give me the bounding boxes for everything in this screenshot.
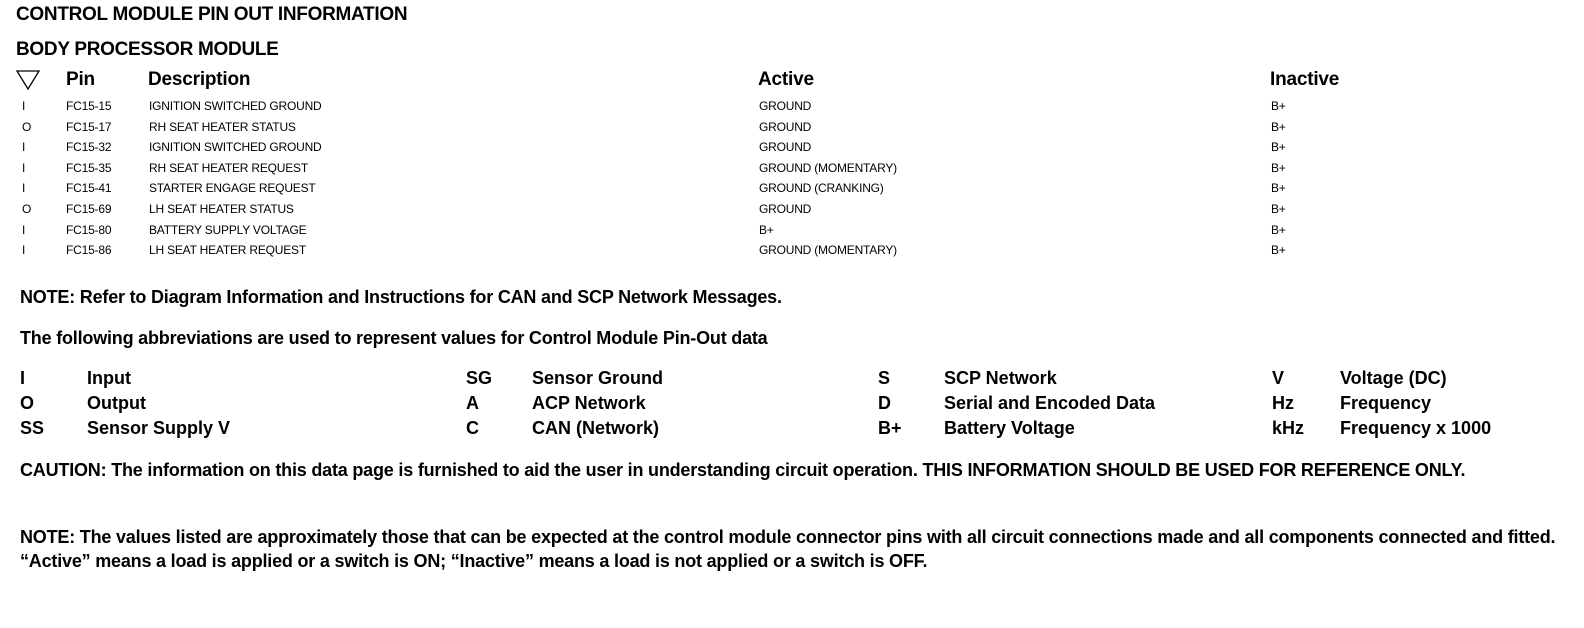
abbreviation-key: kHz: [1272, 418, 1305, 438]
pin-description: LH SEAT HEATER REQUEST: [149, 243, 306, 257]
module-title: BODY PROCESSOR MODULE: [16, 39, 279, 60]
pin-description: IGNITION SWITCHED GROUND: [149, 140, 322, 154]
column-header-active: Active: [758, 69, 814, 90]
inactive-value: B+: [1271, 181, 1286, 195]
abbreviation-value: Serial and Encoded Data: [944, 393, 1156, 413]
pin-description: IGNITION SWITCHED GROUND: [149, 99, 322, 113]
pin-description: LH SEAT HEATER STATUS: [149, 202, 294, 216]
io-type: I: [22, 223, 26, 237]
abbreviation-value: Frequency: [1340, 393, 1432, 413]
abbreviation-key: SS: [20, 418, 45, 438]
pin-id: FC15-41: [66, 181, 112, 195]
pin-id: FC15-32: [66, 140, 112, 154]
active-value: GROUND (MOMENTARY): [759, 161, 897, 175]
inactive-value: B+: [1271, 99, 1286, 113]
inactive-value: B+: [1271, 140, 1286, 154]
abbreviation-value: ACP Network: [532, 393, 646, 413]
table-row: [0, 243, 1584, 263]
abbreviation-value: Output: [87, 393, 146, 413]
abbreviation-row: [0, 418, 1584, 442]
inactive-value: B+: [1271, 161, 1286, 175]
table-row: [0, 120, 1584, 140]
column-header-description: Description: [148, 69, 251, 90]
abbreviation-key: S: [878, 368, 891, 388]
table-row: [0, 161, 1584, 181]
page-title: CONTROL MODULE PIN OUT INFORMATION: [16, 4, 408, 25]
table-row: [0, 99, 1584, 119]
column-header-inactive: Inactive: [1270, 69, 1340, 90]
io-type: I: [22, 243, 26, 257]
abbreviation-value: Voltage (DC): [1340, 368, 1447, 388]
abbreviation-key: D: [878, 393, 891, 413]
abbreviations-intro: The following abbreviations are used to represent values for Control Module Pin-Out data: [20, 328, 768, 348]
active-value: GROUND: [759, 202, 812, 216]
abbreviation-value: Battery Voltage: [944, 418, 1075, 438]
abbreviation-key: C: [466, 418, 479, 438]
column-header-pin: Pin: [66, 69, 95, 90]
abbreviation-key: Hz: [1272, 393, 1294, 413]
table-row: [0, 223, 1584, 243]
abbreviation-key: O: [20, 393, 35, 413]
abbreviation-value: SCP Network: [944, 368, 1057, 388]
pin-id: FC15-35: [66, 161, 112, 175]
abbreviation-row: [0, 368, 1584, 392]
active-value: GROUND: [759, 140, 812, 154]
inactive-value: B+: [1271, 243, 1286, 257]
pin-id: FC15-86: [66, 243, 112, 257]
down-triangle-icon: [16, 70, 40, 90]
abbreviation-key: V: [1272, 368, 1285, 388]
pin-id: FC15-17: [66, 120, 112, 134]
io-type: I: [22, 140, 26, 154]
pin-id: FC15-80: [66, 223, 112, 237]
active-value: GROUND: [759, 99, 812, 113]
pin-id: FC15-15: [66, 99, 112, 113]
pin-description: BATTERY SUPPLY VOLTAGE: [149, 223, 307, 237]
abbreviation-value: Frequency x 1000: [1340, 418, 1492, 438]
io-type: O: [22, 202, 32, 216]
active-value: GROUND: [759, 120, 812, 134]
active-value: GROUND (CRANKING): [759, 181, 884, 195]
inactive-value: B+: [1271, 120, 1286, 134]
pin-id: FC15-69: [66, 202, 112, 216]
pin-description: STARTER ENGAGE REQUEST: [149, 181, 316, 195]
active-value: GROUND (MOMENTARY): [759, 243, 897, 257]
table-row: [0, 202, 1584, 222]
abbreviation-key: A: [466, 393, 479, 413]
caution-note: CAUTION: The information on this data page is furnished to aid the user in understanding circuit operation. THIS INFORMATION SHOULD BE USED FOR REFERENCE ONLY.: [20, 460, 1466, 480]
table-row: [0, 140, 1584, 160]
abbreviation-value: Input: [87, 368, 131, 388]
network-note: NOTE: Refer to Diagram Information and Instructions for CAN and SCP Network Messages.: [20, 287, 782, 307]
abbreviation-row: [0, 393, 1584, 417]
io-type: I: [22, 99, 26, 113]
active-value: B+: [759, 223, 774, 237]
abbreviation-value: Sensor Ground: [532, 368, 664, 388]
values-note: NOTE: The values listed are approximately those that can be expected at the control module connector pins with all circuit connections made and all components connected and fitted. “Active” means a load is applied or a switch is ON; “Inactive” means a load is not applied or a switch is OFF.: [20, 527, 1556, 571]
abbreviation-value: Sensor Supply V: [87, 418, 231, 438]
pin-description: RH SEAT HEATER REQUEST: [149, 161, 308, 175]
abbreviation-key: SG: [466, 368, 493, 388]
inactive-value: B+: [1271, 202, 1286, 216]
io-type: I: [22, 161, 26, 175]
table-row: [0, 181, 1584, 201]
pin-description: RH SEAT HEATER STATUS: [149, 120, 296, 134]
io-type: I: [22, 181, 26, 195]
abbreviation-key: B+: [878, 418, 902, 438]
inactive-value: B+: [1271, 223, 1286, 237]
io-type: O: [22, 120, 32, 134]
abbreviation-value: CAN (Network): [532, 418, 660, 438]
abbreviation-key: I: [20, 368, 26, 388]
